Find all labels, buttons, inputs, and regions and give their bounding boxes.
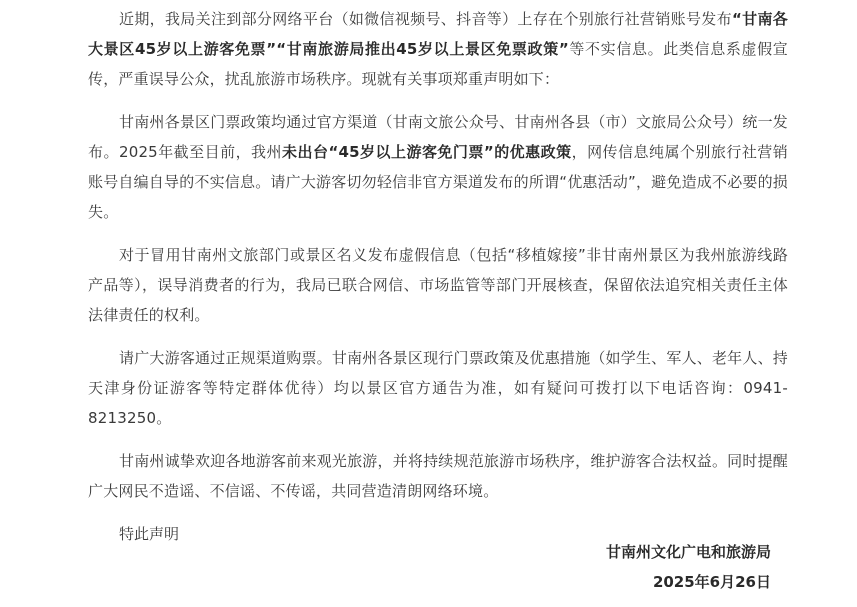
statement-body [88,4,788,549]
paragraph-1 [88,4,788,94]
paragraph-4-text: 请广大游客通过正规渠道购票。甘南州各景区现行门票政策及优惠措施（如学生、军人、老年人、持天津身份证游客等特定群体优待）均以景区官方通告为准，如有疑问可拨打以下电话咨询：0941-8213250。 [88,349,788,427]
closing-line: 特此声明 [119,525,180,543]
paragraph-5 [88,446,788,506]
paragraph-2-text-a: 甘南州各景区门票政策均通过官方渠道（甘南文旅公众号、甘南州各县（市）文旅局公众号）统一发布。2025年截至目前，我州 [88,113,788,161]
paragraph-4 [88,343,788,433]
paragraph-5-text: 甘南州诚挚欢迎各地游客前来观光旅游，并将持续规范旅游市场秩序，维护游客合法权益。同时提醒广大网民不造谣、不信谣、不传谣，共同营造清朗网络环境。 [88,452,788,500]
paragraph-3-text: 对于冒用甘南州文旅部门或景区名义发布虚假信息（包括“移植嫁接”非甘南州景区为我州旅游线路产品等），误导消费者的行为，我局已联合网信、市场监管等部门开展核查，保留依法追究相关责任主体法律责任的权利。 [88,246,788,324]
paragraph-1-bold-claims: “甘南各大景区45岁以上游客免票”“甘南旅游局推出45岁以上景区免票政策” [88,10,788,58]
signature-organization: 甘南州文化广电和旅游局 [605,543,771,561]
paragraph-3 [88,240,788,330]
paragraph-2 [88,107,788,227]
paragraph-2-bold-policy: 未出台“45岁以上游客免门票”的优惠政策 [282,143,572,161]
signature-date: 2025年6月26日 [652,573,771,591]
paragraph-2-text-b: ，网传信息纯属个别旅行社营销账号自编自导的不实信息。请广大游客切勿轻信非官方渠道发布的所谓“优惠活动”，避免造成不必要的损失。 [88,143,788,221]
paragraph-1-text-b: 等不实信息。此类信息系虚假宣传，严重误导公众，扰乱旅游市场秩序。现就有关事项郑重声明如下： [88,40,788,88]
paragraph-1-text-a: 近期，我局关注到部分网络平台（如微信视频号、抖音等）上存在个别旅行社营销账号发布 [119,10,732,28]
